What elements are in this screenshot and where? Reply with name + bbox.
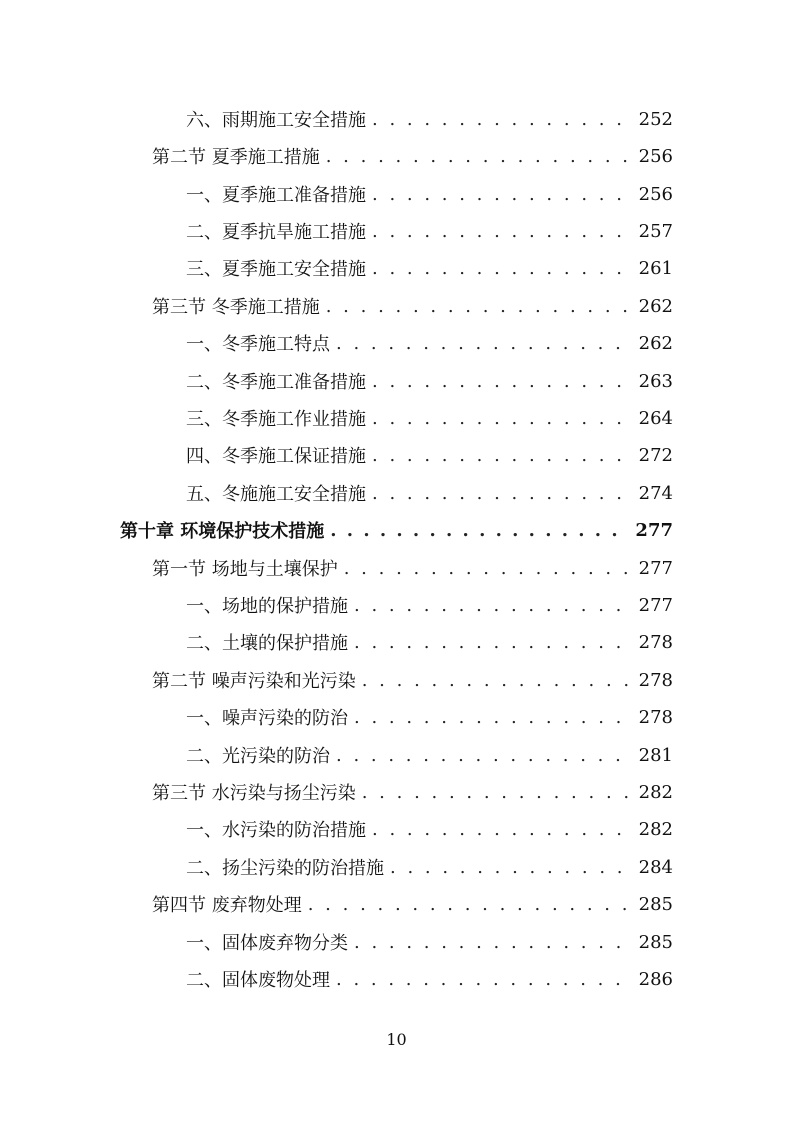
toc-entry-page: 264	[638, 407, 673, 429]
toc-entry-label: 二、光污染的防治	[186, 746, 330, 767]
toc-entry-page: 281	[638, 744, 673, 766]
toc-leader-dots	[354, 707, 631, 728]
toc-entry-label: 二、扬尘污染的防治措施	[186, 858, 384, 879]
page-number: 10	[386, 1030, 407, 1049]
toc-entry-label: 三、夏季施工安全措施	[186, 259, 366, 280]
toc-leader-dots	[354, 932, 631, 953]
toc-entry[interactable]	[186, 702, 673, 732]
toc-entry-label: 一、固体废弃物分类	[186, 933, 348, 954]
toc-entry-page: 257	[638, 220, 673, 242]
toc-entry[interactable]	[186, 328, 673, 358]
toc-entry-label: 第三节 冬季施工措施	[152, 297, 320, 318]
toc-leader-dots	[330, 520, 627, 541]
toc-entry-label: 三、冬季施工作业措施	[186, 409, 366, 430]
toc-entry-page: 277	[638, 557, 673, 579]
toc-entry-label: 二、冬季施工准备措施	[186, 372, 366, 393]
toc-leader-dots	[344, 558, 631, 579]
toc-entry-label: 第一节 场地与土壤保护	[152, 559, 338, 580]
toc-entry-page: 277	[635, 519, 673, 541]
toc-leader-dots	[372, 408, 631, 429]
toc-leader-dots	[372, 483, 631, 504]
toc-entry[interactable]	[186, 216, 673, 246]
toc-entry-page: 277	[638, 594, 673, 616]
toc-entry-page: 278	[638, 631, 673, 653]
toc-leader-dots	[390, 857, 631, 878]
toc-entry-label: 第十章 环境保护技术措施	[120, 521, 325, 542]
toc-chapter-entry[interactable]	[120, 515, 673, 545]
toc-entry[interactable]	[186, 253, 673, 283]
toc-entry-label: 第三节 水污染与扬尘污染	[152, 783, 356, 804]
toc-entry[interactable]	[152, 665, 673, 695]
toc-leader-dots	[372, 445, 631, 466]
toc-leader-dots	[354, 632, 631, 653]
toc-entry-label: 第四节 废弃物处理	[152, 895, 302, 916]
toc-leader-dots	[308, 894, 631, 915]
toc-entry[interactable]	[186, 478, 673, 508]
toc-entry-page: 285	[638, 893, 673, 915]
toc-entry[interactable]	[186, 627, 673, 657]
toc-leader-dots	[372, 221, 631, 242]
toc-entry-label: 一、噪声污染的防治	[186, 708, 348, 729]
toc-entry-page: 262	[638, 332, 673, 354]
toc-entry[interactable]	[152, 889, 673, 919]
toc-leader-dots	[354, 595, 631, 616]
toc-entry[interactable]	[186, 814, 673, 844]
toc-entry[interactable]	[186, 403, 673, 433]
toc-leader-dots	[362, 670, 631, 691]
toc-entry[interactable]	[186, 927, 673, 957]
toc-leader-dots	[326, 146, 631, 167]
toc-entry[interactable]	[152, 777, 673, 807]
toc-entry-label: 二、土壤的保护措施	[186, 633, 348, 654]
toc-leader-dots	[362, 782, 631, 803]
toc-entry[interactable]	[186, 104, 673, 134]
toc-entry-page: 252	[638, 108, 673, 130]
toc-entry-label: 二、固体废物处理	[186, 970, 330, 991]
toc-entry-page: 256	[638, 145, 673, 167]
toc-entry-page: 284	[638, 856, 673, 878]
toc-entry[interactable]	[152, 553, 673, 583]
toc-entry-label: 一、水污染的防治措施	[186, 820, 366, 841]
toc-leader-dots	[336, 333, 631, 354]
toc-entry[interactable]	[186, 964, 673, 994]
toc-leader-dots	[326, 296, 631, 317]
toc-entry-label: 第二节 噪声污染和光污染	[152, 671, 356, 692]
toc-entry-page: 282	[638, 818, 673, 840]
toc-entry[interactable]	[186, 740, 673, 770]
toc-entry-label: 一、场地的保护措施	[186, 596, 348, 617]
toc-entry[interactable]	[186, 179, 673, 209]
toc-entry-label: 一、冬季施工特点	[186, 334, 330, 355]
toc-entry[interactable]	[186, 852, 673, 882]
toc-entry-page: 274	[638, 482, 673, 504]
toc-entry[interactable]	[152, 141, 673, 171]
toc-leader-dots	[372, 184, 631, 205]
toc-leader-dots	[372, 371, 631, 392]
toc-entry-page: 256	[638, 183, 673, 205]
toc-entry-page: 278	[638, 706, 673, 728]
toc-entry[interactable]	[152, 291, 673, 321]
toc-entry-label: 第二节 夏季施工措施	[152, 147, 320, 168]
toc-entry-label: 六、雨期施工安全措施	[186, 110, 366, 131]
toc-entry[interactable]	[186, 440, 673, 470]
toc-entry-label: 一、夏季施工准备措施	[186, 185, 366, 206]
toc-leader-dots	[336, 969, 631, 990]
toc-leader-dots	[372, 258, 631, 279]
toc-entry[interactable]	[186, 590, 673, 620]
toc-entry-page: 286	[638, 968, 673, 990]
toc-entry-page: 278	[638, 669, 673, 691]
toc-entry-page: 263	[638, 370, 673, 392]
toc-entry-label: 五、冬施施工安全措施	[186, 484, 366, 505]
toc-entry-label: 二、夏季抗旱施工措施	[186, 222, 366, 243]
toc-entry-page: 282	[638, 781, 673, 803]
toc-entry-label: 四、冬季施工保证措施	[186, 446, 366, 467]
toc-entry[interactable]	[186, 366, 673, 396]
toc-leader-dots	[372, 109, 631, 130]
toc-leader-dots	[372, 819, 631, 840]
toc-entry-page: 262	[638, 295, 673, 317]
toc-entry-page: 285	[638, 931, 673, 953]
toc-entry-page: 261	[638, 257, 673, 279]
toc-leader-dots	[336, 745, 631, 766]
toc-entry-page: 272	[638, 444, 673, 466]
